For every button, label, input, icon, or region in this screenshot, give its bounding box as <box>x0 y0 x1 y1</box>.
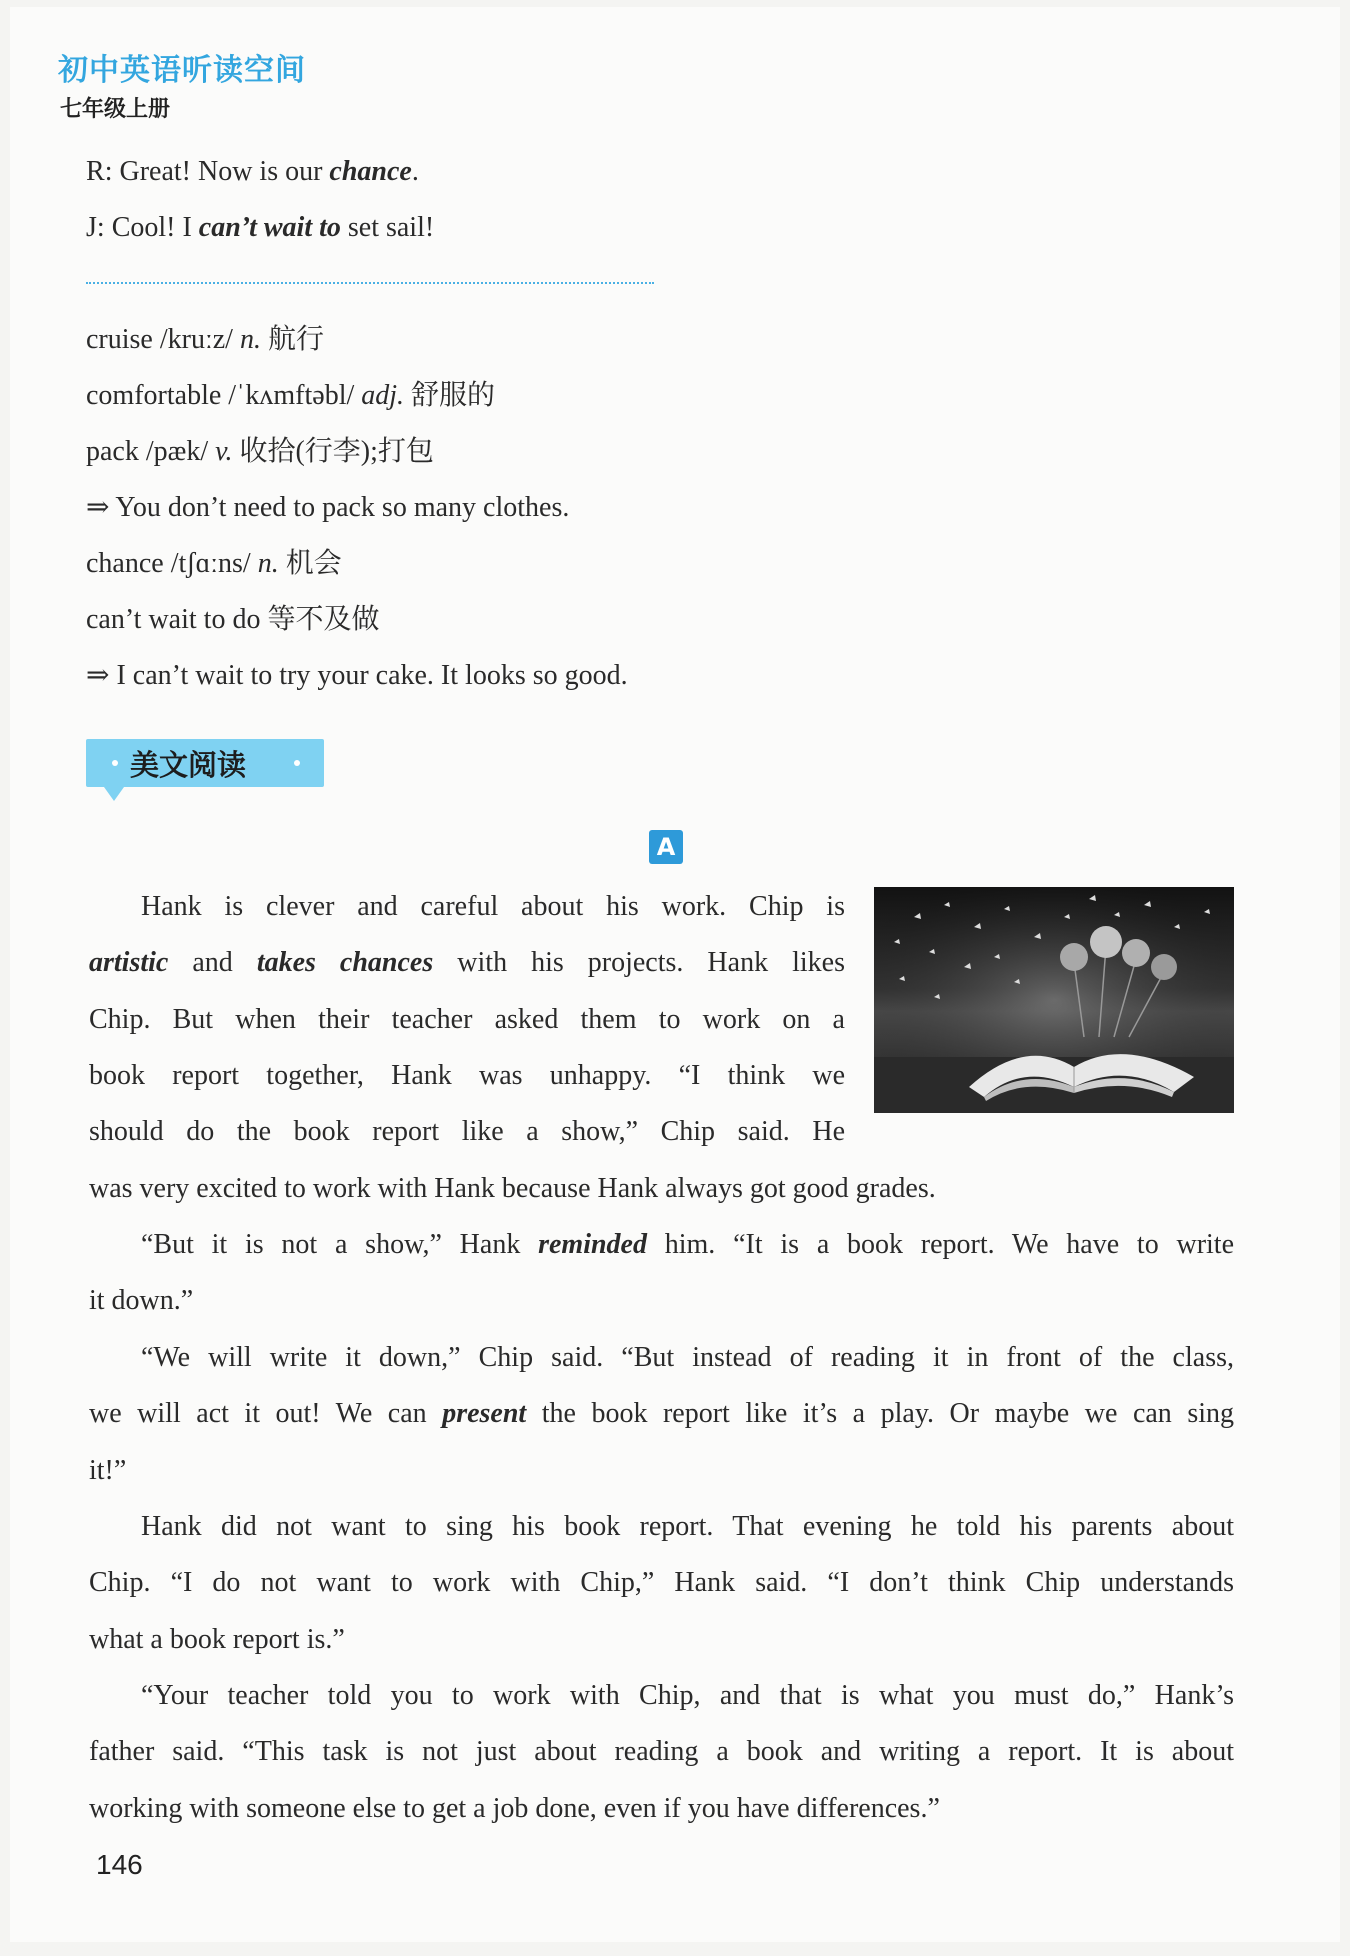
story-line: Chip. “I do not want to work with Chip,” Hank said. “I don’t think Chip understands <box>89 1567 1234 1599</box>
vocab-entry: pack /pæk/ v. 收拾(行李);打包 <box>86 436 434 467</box>
tag-dot <box>294 760 300 766</box>
section-heading: 美文阅读 <box>130 748 247 782</box>
vocab-entry: comfortable /ˈkʌmftəbl/ adj. 舒服的 <box>86 380 496 411</box>
book-subtitle: 七年级上册 <box>60 96 171 122</box>
book-illustration <box>874 887 1234 1113</box>
dialogue-line: J: Cool! I can’t wait to set sail! <box>86 212 435 243</box>
page-number: 146 <box>96 1849 143 1880</box>
story-paragraph-1-end <box>89 1161 1234 1217</box>
story-line: was very excited to work with Hank because Hank always got good grades. <box>89 1173 936 1204</box>
passage-letter-badge: A <box>649 830 683 864</box>
open-book-butterflies-image <box>874 887 1234 1113</box>
story-paragraph-3 <box>89 1330 1234 1499</box>
story-line: should do the book report like a show,” Chip said. He <box>89 1116 845 1148</box>
story-line: Chip. But when their teacher asked them to work on a <box>89 1003 845 1035</box>
story-line: working with someone else to get a job done, even if you have differences.” <box>89 1792 940 1824</box>
story-line: it down.” <box>89 1285 194 1317</box>
story-line: “Your teacher told you to work with Chip, and that is what you must do,” Hank’s <box>141 1680 1234 1711</box>
story-line: father said. “This task is not just about reading a book and writing a report. It is about <box>89 1736 1234 1768</box>
story-line: we will act it out! We can present the book report like it’s a play. Or maybe we can sing <box>89 1398 1235 1430</box>
section-divider <box>86 282 654 284</box>
story-line: book report together, Hank was unhappy. “I think we <box>89 1059 845 1091</box>
story-line: “We will write it down,” Chip said. “But instead of reading it in front of the class, <box>141 1342 1234 1373</box>
story-paragraph-4 <box>89 1499 1234 1668</box>
tag-dot <box>112 760 118 766</box>
story-line: artistic and takes chances with his projects. Hank likes <box>89 947 845 979</box>
story-paragraph-1 <box>89 879 845 1160</box>
section-heading-tag <box>86 739 324 787</box>
story-line: “But it is not a show,” Hank reminded him. “It is a book report. We have to write <box>141 1229 1234 1260</box>
book-title: 初中英语听读空间 <box>58 53 306 88</box>
vocab-entry: can’t wait to do 等不及做 <box>86 604 380 635</box>
story-paragraph-2 <box>89 1217 1234 1330</box>
vocab-entry: cruise /kruːz/ n. 航行 <box>86 324 324 355</box>
vocab-example: ⇒ I can’t wait to try your cake. It looks so good. <box>86 660 628 691</box>
textbook-page <box>10 7 1340 1942</box>
story-paragraph-5 <box>89 1668 1234 1837</box>
story-line: Hank is clever and careful about his work. Chip is <box>141 891 845 922</box>
story-line: Hank did not want to sing his book report. That evening he told his parents about <box>141 1511 1234 1542</box>
vocab-entry: chance /tʃɑːns/ n. 机会 <box>86 548 342 579</box>
story-line: what a book report is.” <box>89 1623 345 1655</box>
vocab-example: ⇒ You don’t need to pack so many clothes. <box>86 492 570 523</box>
story-line: it!” <box>89 1454 127 1486</box>
dialogue-line: R: Great! Now is our chance. <box>86 156 419 187</box>
